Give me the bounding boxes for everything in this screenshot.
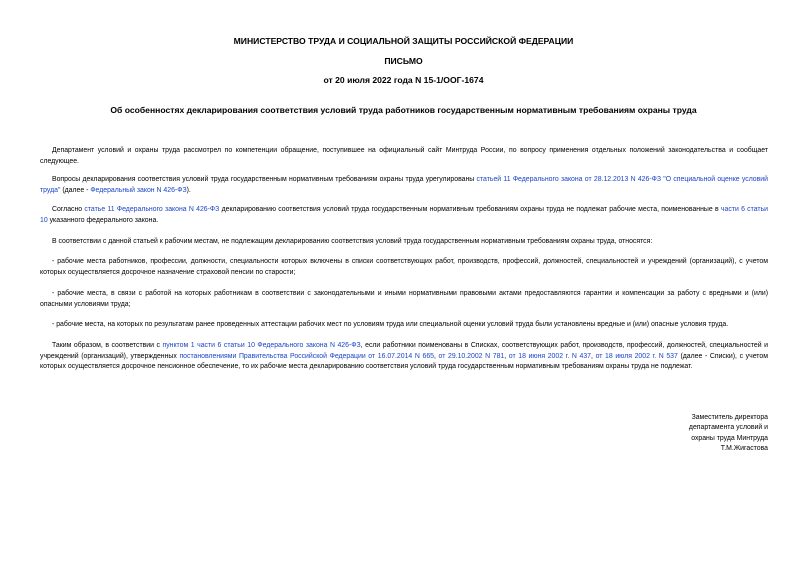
list-item-guarantees: - рабочие места, в связи с работой на которых работникам в соответствии с законодательными и иными нормативными правовыми актами предоставляются гарантии и компенсации за работу с вредными и (или) опасными условиями труда; [40,290,768,308]
text-fragment: Таким образом, в соответствии с [52,342,163,349]
signature-position-line-2: департамента условий и [688,424,768,432]
signature-name: Т.М.Жигастова [720,445,768,453]
text-fragment: (далее - [60,186,91,194]
link-article-11-law-426[interactable]: статьей 11 Федерального закона от 28.12.2013 N 426-ФЗ "О специальной оценке условий труда" [40,176,768,194]
document-subject: Об особенностях декларирования соответствия условий труда работников государственным нормативным требованиям охраны труда [110,105,697,115]
document-date-number: от 20 июля 2022 года N 15-1/ООГ-1674 [323,75,484,85]
text-fragment: Согласно [52,206,85,213]
link-clause-1-part-6[interactable]: пунктом 1 части 6 статьи 10 Федерального закона N 426-ФЗ [162,342,361,349]
text-fragment: , [504,352,509,360]
link-resolution-665[interactable]: постановлениями Правительства Российской Федерации от 16.07.2014 N 665 [179,352,434,360]
link-resolution-781[interactable]: от 29.10.2002 N 781 [438,352,505,360]
paragraph-regulation [40,175,768,196]
link-resolution-437[interactable]: от 18 июня 2002 г. N 437 [508,352,592,360]
list-item-pension: - рабочие места работников, профессии, должности, специальности которых включены в списки соответствующих работ, производств, профессий, должностей, специальностей и учреждений (организаций), с учетом которых осуществляется досрочное назначение страховой пенсии по старости; [40,258,768,276]
list-item-assessment: - рабочие места, на которых по результатам ранее проведенных аттестации рабочих мест по условиям труда или специальной оценки условий труда были установлены вредные и (или) опасные условия труда. [52,321,729,328]
link-part-6-article-10[interactable]: части 6 статьи 10 [40,206,768,224]
signature-position-line-3: охраны труда Минтруда [691,434,768,442]
text-fragment: ). [186,186,191,194]
link-article-11[interactable]: статье 11 Федерального закона N 426-ФЗ [84,206,220,213]
text-fragment: , если работники поименованы в Списках, соответствующих работ, производств, профессий, должностей, специальностей и учреждений (организаций), утвержденных [40,342,768,360]
paragraph-list-intro: В соответствии с данной статьей к рабочим местам, не подлежащим декларированию соответствия условий труда государственным нормативным требованиям охраны труда, относятся: [52,238,653,245]
paragraph-exemptions [40,205,768,226]
document-type: ПИСЬМО [384,56,423,66]
text-fragment: , [591,352,596,360]
signature-position-line-1: Заместитель директора [691,414,768,421]
text-fragment: Вопросы декларирования соответствия условий труда государственным нормативным требованиям охраны труда урегулированы [52,176,477,183]
paragraph-intro: Департамент условий и охраны труда рассмотрел по компетенции обращение, поступившее на официальный сайт Минтруда России, по вопросу применения отдельных положений законодательства и сообщает следующее. [40,147,768,165]
text-fragment: указанного федерального закона. [47,216,159,224]
signature-block [600,413,768,455]
text-fragment: , [434,352,439,360]
link-resolution-537[interactable]: от 18 июля 2002 г. N 537 [595,352,678,360]
text-fragment: (далее - Списки), с учетом которых осуществляется досрочное пенсионное обеспечение, то их рабочие места декларированию соответствия условий труда государственным нормативным требованиям охраны труда не подлежат. [40,352,768,371]
text-fragment: декларированию соответствия условий труда государственным нормативным требованиям охраны труда не подлежат рабочие места, поименованные в [219,206,721,213]
ministry-title: МИНИСТЕРСТВО ТРУДА И СОЦИАЛЬНОЙ ЗАЩИТЫ РОССИЙСКОЙ ФЕДЕРАЦИИ [233,36,574,46]
link-law-426[interactable]: Федеральный закон N 426-ФЗ [90,186,187,194]
paragraph-conclusion [40,341,768,373]
